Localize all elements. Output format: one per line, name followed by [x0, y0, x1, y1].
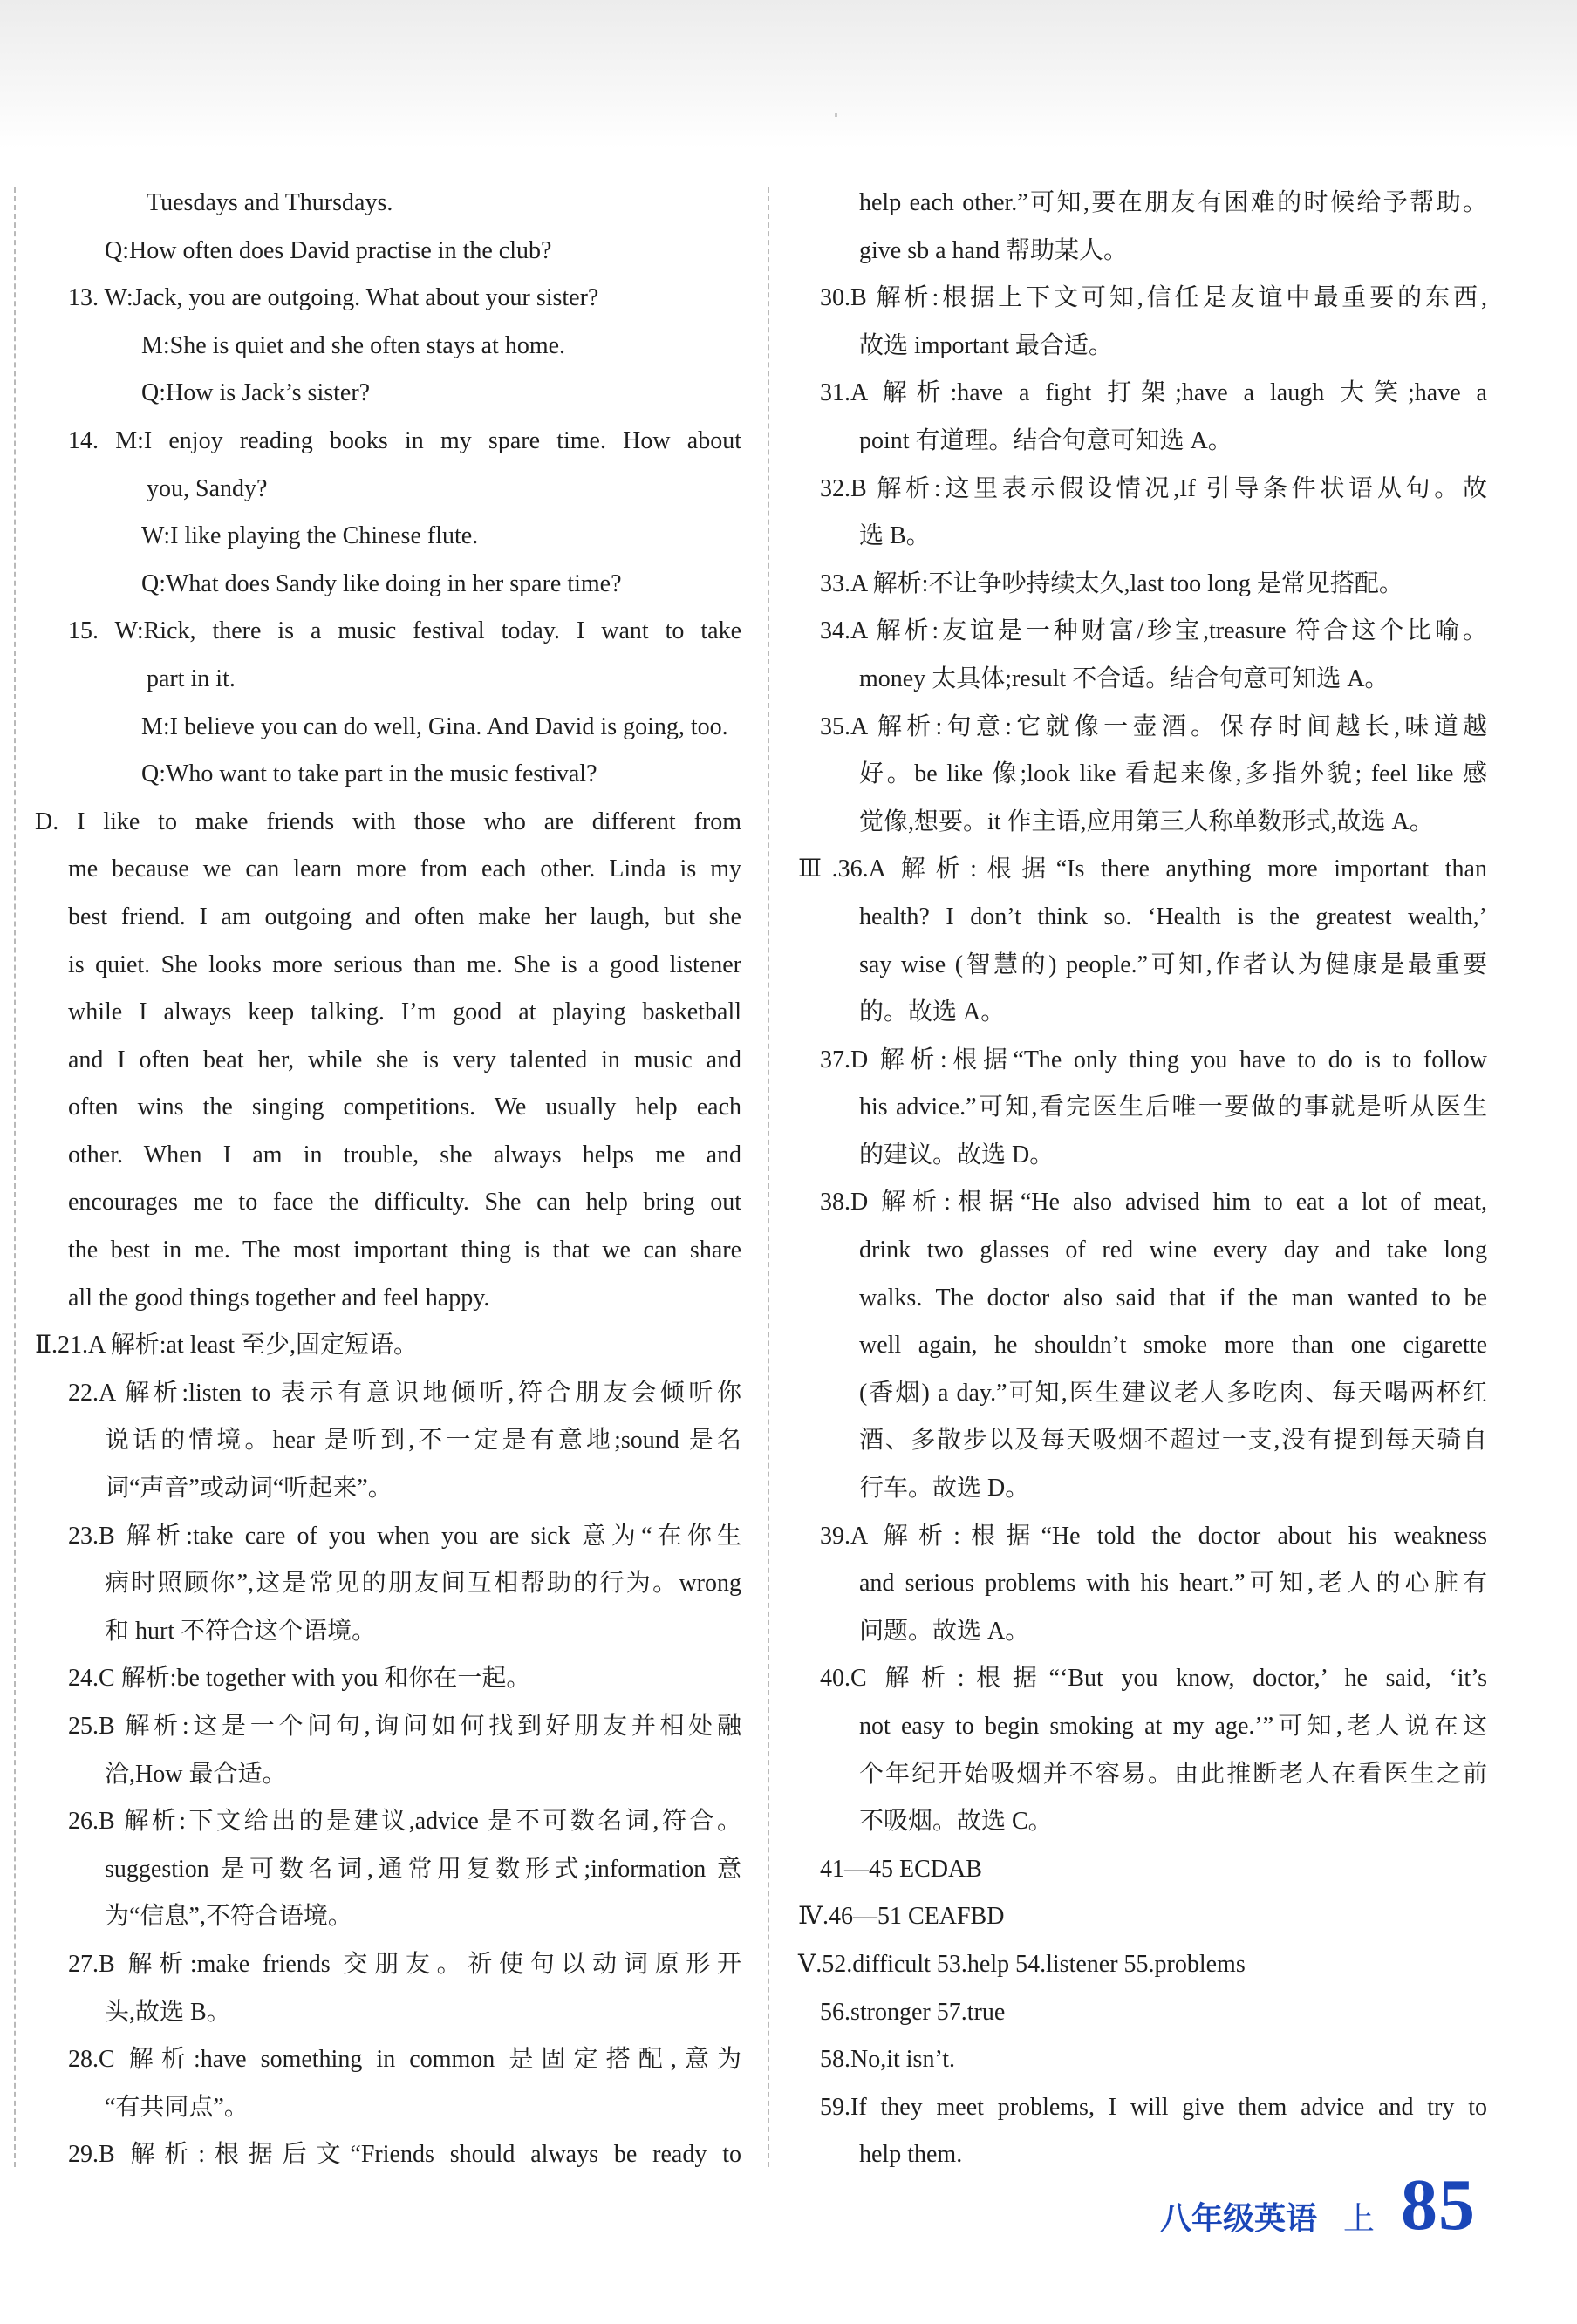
- text-line: 27.B 解析:make friends 交朋友。祈使句以动词原形开: [68, 1950, 741, 1978]
- text-line: 为“信息”,不符合语境。: [105, 1903, 352, 1931]
- text-line: 41—45 ECDAB: [820, 1855, 982, 1883]
- column-divider: [768, 187, 769, 2167]
- text-line: Q:Who want to take part in the music festival?: [141, 760, 597, 788]
- text-line: and I often beat her, while she is very talented in music and: [68, 1046, 741, 1073]
- text-line: you, Sandy?: [147, 474, 268, 502]
- left-column: [35, 180, 741, 2179]
- text-line: 35.A 解析:句意:它就像一壶酒。保存时间越长,味道越: [820, 712, 1487, 740]
- text-line: is quiet. She looks more serious than me. She is a good listener: [68, 951, 741, 978]
- text-line: 14. M:I enjoy reading books in my spare time. How about: [68, 426, 741, 454]
- text-line: drink two glasses of red wine every day and take long: [859, 1237, 1487, 1264]
- text-line: 的。故选 A。: [859, 998, 1006, 1026]
- text-line: 59.If they meet problems, I will give them advice and try to: [820, 2093, 1487, 2121]
- text-line: Q:How is Jack’s sister?: [141, 379, 371, 407]
- text-line: 不吸烟。故选 C。: [859, 1808, 1053, 1836]
- text-line: part in it.: [147, 664, 236, 692]
- text-line: 58.No,it isn’t.: [820, 2046, 956, 2074]
- text-line: 22.A 解析:listen to 表示有意识地倾听,符合朋友会倾听你: [68, 1379, 741, 1407]
- text-line: 和 hurt 不符合这个语境。: [105, 1617, 377, 1645]
- text-line: walks. The doctor also said that if the man wanted to be: [859, 1284, 1487, 1312]
- text-line: 56.stronger 57.true: [820, 1998, 1006, 2026]
- book-title: 八年级英语: [1159, 2201, 1317, 2237]
- text-line: 洽,How 最合适。: [105, 1760, 287, 1788]
- text-line: 26.B 解析:下文给出的是建议,advice 是不可数名词,符合。: [68, 1808, 741, 1836]
- text-line: 行车。故选 D。: [859, 1475, 1030, 1503]
- text-line: 33.A 解析:不让争吵持续太久,last too long 是常见搭配。: [820, 569, 1403, 597]
- text-line: 好。be like 像;look like 看起来像,多指外貌; feel like 感: [859, 760, 1487, 788]
- text-line: 15. W:Rick, there is a music festival today. I want to take: [68, 617, 741, 645]
- text-line: 病时照顾你”,这是常见的朋友间互相帮助的行为。wrong: [105, 1570, 741, 1598]
- volume-label: 上: [1342, 2201, 1375, 2237]
- text-line: health? I don’t think so. ‘Health is the greatest wealth,’: [859, 903, 1487, 930]
- text-line: money 太具体;result 不合适。结合句意可知选 A。: [859, 664, 1389, 692]
- text-line: his advice.”可知,看完医生后唯一要做的事就是听从医生: [859, 1094, 1487, 1121]
- text-line: 24.C 解析:be together with you 和你在一起。: [68, 1665, 531, 1693]
- text-line: 酒、多散步以及每天吸烟不超过一支,没有提到每天骑自: [859, 1427, 1487, 1455]
- text-line: 31.A 解析:have a fight 打架;have a laugh 大笑;have a: [820, 379, 1487, 407]
- text-line: 25.B 解析:这是一个问句,询问如何找到好朋友并相处融: [68, 1713, 741, 1740]
- text-line: best friend. I am outgoing and often make her laugh, but she: [68, 903, 741, 930]
- text-line: say wise (智慧的) people.”可知,作者认为健康是最重要: [859, 951, 1487, 978]
- text-line: suggestion 是可数名词,通常用复数形式;information 意: [105, 1855, 741, 1883]
- text-line: M:I believe you can do well, Gina. And David is going, too.: [141, 712, 728, 740]
- text-line: help them.: [859, 2141, 963, 2169]
- text-line: Tuesdays and Thursdays.: [147, 189, 393, 216]
- text-line: me because we can learn more from each other. Linda is my: [68, 855, 741, 883]
- text-line: Q:What does Sandy like doing in her spare time?: [141, 569, 622, 597]
- text-line: 30.B 解析:根据上下文可知,信任是友谊中最重要的东西,: [820, 284, 1487, 312]
- text-line: and serious problems with his heart.”可知,老人的心脏有: [859, 1570, 1487, 1598]
- text-line: 觉像,想要。it 作主语,应用第三人称单数形式,故选 A。: [859, 808, 1434, 835]
- text-line: “有共同点”。: [105, 2093, 249, 2121]
- text-line: help each other.”可知,要在朋友有困难的时候给予帮助。: [859, 189, 1487, 216]
- text-line: often wins the singing competitions. We usually help each: [68, 1094, 741, 1121]
- page-footer: [1160, 2163, 1476, 2247]
- text-line: well again, he shouldn’t smoke more than one cigarette: [859, 1332, 1487, 1360]
- scan-top-band: [0, 0, 1577, 148]
- text-line: 37.D 解析:根据“The only thing you have to do is to follow: [820, 1046, 1487, 1073]
- scan-speck: [835, 113, 837, 117]
- text-line: 个年纪开始吸烟并不容易。由此推断老人在看医生之前: [859, 1760, 1487, 1788]
- text-line: Q:How often does David practise in the club?: [105, 236, 552, 264]
- text-line: Ⅲ.36.A 解析:根据“Is there anything more important than: [798, 855, 1487, 883]
- text-line: 39.A 解析:根据“He told the doctor about his weakness: [820, 1522, 1487, 1550]
- text-line: (香烟) a day.”可知,医生建议老人多吃肉、每天喝两杯红: [859, 1379, 1487, 1407]
- text-line: other. When I am in trouble, she always helps me and: [68, 1141, 741, 1169]
- text-line: 选 B。: [859, 522, 931, 550]
- text-line: 32.B 解析:这里表示假设情况,If 引导条件状语从句。故: [820, 474, 1487, 502]
- text-line: 38.D 解析:根据“He also advised him to eat a lot of meat,: [820, 1189, 1487, 1217]
- text-line: 词“声音”或动词“听起来”。: [105, 1475, 393, 1503]
- text-line: all the good things together and feel happy.: [68, 1284, 490, 1312]
- page-number: 85: [1401, 2164, 1476, 2246]
- text-line: give sb a hand 帮助某人。: [859, 236, 1128, 264]
- text-line: D. I like to make friends with those who are different from: [35, 808, 741, 835]
- text-line: Ⅳ.46—51 CEAFBD: [798, 1903, 1005, 1931]
- left-margin-rule: [14, 187, 16, 2167]
- text-line: 故选 important 最合适。: [859, 331, 1113, 359]
- text-line: M:She is quiet and she often stays at home.: [141, 331, 566, 359]
- text-line: Ⅱ.21.A 解析:at least 至少,固定短语。: [35, 1332, 419, 1360]
- text-line: 29.B 解析:根据后文“Friends should always be ready to: [68, 2141, 741, 2169]
- text-line: 40.C 解析:根据“‘But you know, doctor,’ he said, ‘it’s: [820, 1665, 1487, 1693]
- text-line: 13. W:Jack, you are outgoing. What about your sister?: [68, 284, 599, 312]
- text-line: 的建议。故选 D。: [859, 1141, 1055, 1169]
- text-line: 34.A 解析:友谊是一种财富/珍宝,treasure 符合这个比喻。: [820, 617, 1487, 645]
- text-line: Ⅴ.52.difficult 53.help 54.listener 55.problems: [798, 1950, 1246, 1978]
- text-line: 23.B 解析:take care of you when you are sick 意为“在你生: [68, 1522, 741, 1550]
- text-line: 头,故选 B。: [105, 1998, 231, 2026]
- text-line: while I always keep talking. I’m good at playing basketball: [68, 998, 741, 1026]
- text-line: encourages me to face the difficulty. She can help bring out: [68, 1189, 741, 1217]
- text-line: 说话的情境。hear 是听到,不一定是有意地;sound 是名: [105, 1427, 741, 1455]
- text-line: 问题。故选 A。: [859, 1617, 1030, 1645]
- text-line: 28.C 解析:have something in common 是固定搭配,意为: [68, 2046, 741, 2074]
- text-line: not easy to begin smoking at my age.’”可知,老人说在这: [859, 1713, 1487, 1740]
- text-line: W:I like playing the Chinese flute.: [141, 522, 479, 550]
- text-line: the best in me. The most important thing is that we can share: [68, 1237, 741, 1264]
- right-column: [798, 180, 1487, 2179]
- text-line: point 有道理。结合句意可知选 A。: [859, 426, 1232, 454]
